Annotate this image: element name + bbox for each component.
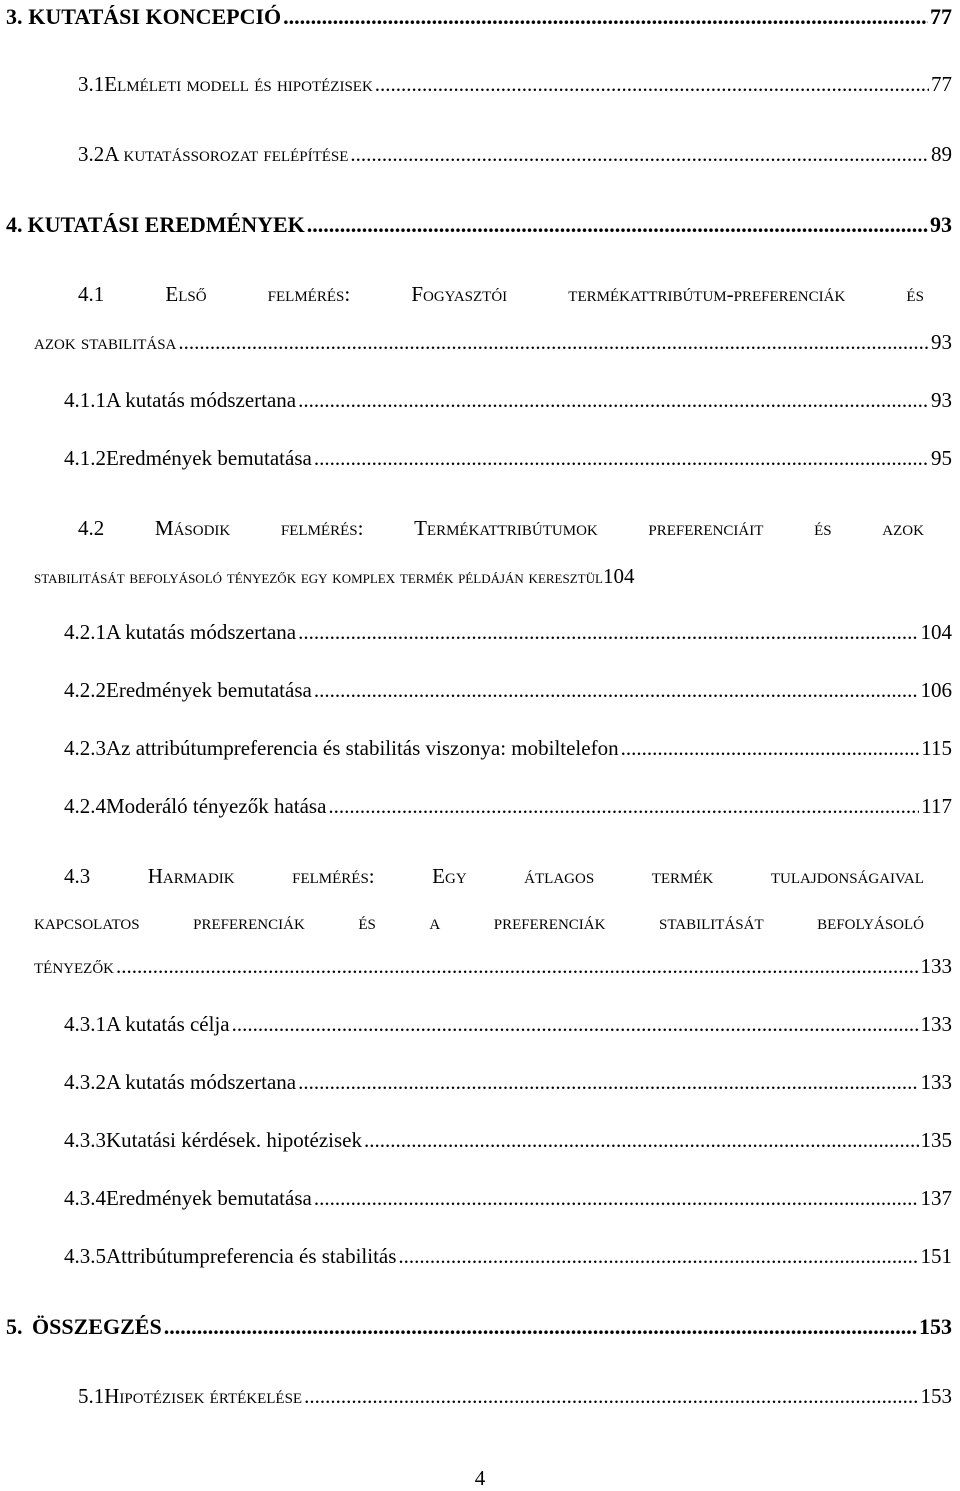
dot-leader [178, 330, 929, 355]
toc-title-word: Termékattribútumok [414, 516, 598, 540]
dot-leader [350, 142, 929, 167]
toc-entry-4-2-1[interactable] [64, 620, 952, 645]
dot-leader [621, 736, 920, 761]
toc-entry-5-1[interactable] [78, 1384, 952, 1409]
toc-title: Eredmények bemutatása [106, 1186, 312, 1210]
toc-title-word: felmérés: [280, 516, 364, 540]
toc-entry-4-3-3[interactable] [64, 1128, 952, 1153]
toc-title: KUTATÁSI EREDMÉNYEK [27, 212, 305, 237]
toc-title: A kutatás módszertana [106, 388, 297, 412]
toc-title-word: felmérés: [292, 864, 375, 888]
toc-entry-4-1-2[interactable] [64, 446, 952, 471]
dot-leader [314, 446, 929, 471]
toc-entry-4-3-line2[interactable] [34, 910, 924, 935]
toc-page: 95 [931, 446, 952, 470]
toc-number: 3.2 [78, 142, 105, 166]
toc-title: KUTATÁSI KONCEPCIÓ [28, 4, 282, 29]
toc-title-word: preferenciák [193, 910, 305, 934]
toc-title: A kutatás célja [106, 1012, 230, 1036]
toc-title-word: Második [154, 516, 231, 540]
toc-title-word: azok [882, 516, 924, 540]
toc-entry-4-3-5[interactable] [64, 1244, 952, 1269]
toc-title: tényezők [34, 954, 114, 978]
toc-number: 4.2.3 [64, 736, 106, 760]
toc-title: Attribútumpreferencia és stabilitás [106, 1244, 397, 1268]
toc-entry-4[interactable] [6, 212, 952, 238]
toc-number: 4.1.2 [64, 446, 106, 470]
toc-title: Hipotézisek értékelése [104, 1384, 303, 1408]
dot-leader [116, 954, 919, 979]
toc-title-word: Fogyasztói [411, 282, 508, 306]
toc-number: 4.2 [78, 516, 105, 540]
toc-number: 4.2.4 [64, 794, 106, 818]
toc-title-word: stabilitását [658, 910, 764, 934]
toc-page: 93 [931, 330, 952, 354]
toc-title-word: preferenciáit [648, 516, 764, 540]
dot-leader [298, 1070, 918, 1095]
toc-number: 3. [6, 4, 23, 29]
toc-title-word: átlagos [524, 864, 595, 888]
toc-title: Eredmények bemutatása [106, 446, 312, 470]
toc-entry-4-2-line1[interactable] [78, 516, 924, 541]
toc-number: 5. [6, 1314, 23, 1339]
toc-title: A kutatássorozat felépítése [104, 142, 349, 166]
toc-title-word: kapcsolatos [34, 910, 140, 934]
toc-entry-3-2[interactable] [78, 142, 952, 167]
toc-title-word: Harmadik [147, 864, 235, 888]
toc-entry-4-3-1[interactable] [64, 1012, 952, 1037]
toc-title: stabilitását befolyásoló tényezők egy komplex termék példáján keresztül [34, 567, 603, 588]
toc-number: 4.3.1 [64, 1012, 106, 1036]
toc-page: 151 [920, 1244, 952, 1268]
toc-page: 133 [920, 1070, 952, 1094]
dot-leader [314, 1186, 919, 1211]
dot-leader [298, 388, 929, 413]
toc-page: 93 [931, 388, 952, 412]
toc-page: 153 [919, 1314, 952, 1339]
toc-title-word: és [906, 282, 924, 306]
toc-entry-4-3-4[interactable] [64, 1186, 952, 1211]
toc-page: 77 [930, 4, 952, 29]
toc-entry-4-3-line1[interactable] [64, 864, 924, 889]
toc-title-word: Egy [432, 864, 467, 888]
toc-number: 4.1.1 [64, 388, 106, 412]
toc-title-word: termékattribútum-preferenciák [568, 282, 846, 306]
dot-leader [375, 72, 929, 97]
toc-entry-4-3-line3[interactable] [34, 954, 952, 979]
toc-page: 77 [931, 72, 952, 96]
toc-title: A kutatás módszertana [106, 620, 297, 644]
toc-number: 4.2.2 [64, 678, 106, 702]
dot-leader [232, 1012, 919, 1037]
toc-page: 104 [920, 620, 952, 644]
dot-leader [398, 1244, 918, 1269]
toc-entry-3[interactable] [6, 4, 952, 30]
toc-entry-4-1-line1[interactable] [78, 282, 924, 307]
toc-title: azok stabilitása [34, 330, 177, 354]
toc-page: 135 [920, 1128, 952, 1152]
dot-leader [164, 1314, 917, 1340]
toc-entry-5[interactable] [6, 1314, 952, 1340]
toc-page: 133 [920, 954, 952, 978]
toc-number: 4.3.5 [64, 1244, 106, 1268]
dot-leader [298, 620, 918, 645]
toc-page: 104 [602, 564, 635, 588]
toc-entry-4-3-2[interactable] [64, 1070, 952, 1095]
toc-title: Az attribútumpreferencia és stabilitás viszonya: mobiltelefon [106, 736, 619, 760]
toc-title: ÖSSZEGZÉS [32, 1314, 162, 1339]
toc-title-word: és [814, 516, 832, 540]
toc-number: 4.2.1 [64, 620, 106, 644]
toc-page: 117 [921, 794, 952, 818]
toc-title: A kutatás módszertana [106, 1070, 297, 1094]
toc-number: 4.3 [64, 864, 91, 888]
toc-title-word: befolyásoló [817, 910, 924, 934]
dot-leader [283, 4, 928, 30]
toc-page: 115 [921, 736, 952, 760]
toc-page: 137 [920, 1186, 952, 1210]
toc-number: 5.1 [78, 1384, 105, 1408]
toc-title-word: tulajdonságaival [770, 864, 924, 888]
toc-title: Moderáló tényezők hatása [106, 794, 327, 818]
dot-leader [304, 1384, 918, 1409]
toc-title: Kutatási kérdések. hipotézisek [106, 1128, 362, 1152]
dot-leader [364, 1128, 919, 1153]
dot-leader [328, 794, 919, 819]
toc-title-word: a [429, 910, 441, 934]
toc-page: 89 [931, 142, 952, 166]
toc-number: 3.1 [78, 72, 105, 96]
page-number: 4 [474, 1466, 486, 1490]
toc-number: 4. [6, 212, 23, 237]
dot-leader [307, 212, 928, 238]
toc-title-word: Első [165, 282, 207, 306]
toc-entry-4-2-4[interactable] [64, 794, 952, 819]
toc-title: Eredmények bemutatása [106, 678, 312, 702]
toc-title-word: és [358, 910, 376, 934]
toc-title: Elméleti modell és hipotézisek [104, 72, 373, 96]
toc-number: 4.3.4 [64, 1186, 106, 1210]
toc-entry-3-1[interactable] [78, 72, 952, 97]
toc-title-word: termék [651, 864, 714, 888]
dot-leader [314, 678, 919, 703]
toc-page: 93 [930, 212, 952, 237]
toc-entry-4-1-line2[interactable] [34, 330, 952, 355]
toc-title-word: preferenciák [493, 910, 606, 934]
toc-number: 4.1 [78, 282, 105, 306]
toc-entry-4-2-3[interactable] [64, 736, 952, 761]
toc-page: 106 [920, 678, 952, 702]
toc-entry-4-1-1[interactable] [64, 388, 952, 413]
toc-number: 4.3.3 [64, 1128, 106, 1152]
toc-page: 153 [920, 1384, 952, 1408]
toc-number: 4.3.2 [64, 1070, 106, 1094]
toc-entry-4-2-line2[interactable] [34, 564, 952, 589]
toc-entry-4-2-2[interactable] [64, 678, 952, 703]
toc-title-word: felmérés: [267, 282, 351, 306]
toc-page: 133 [920, 1012, 952, 1036]
